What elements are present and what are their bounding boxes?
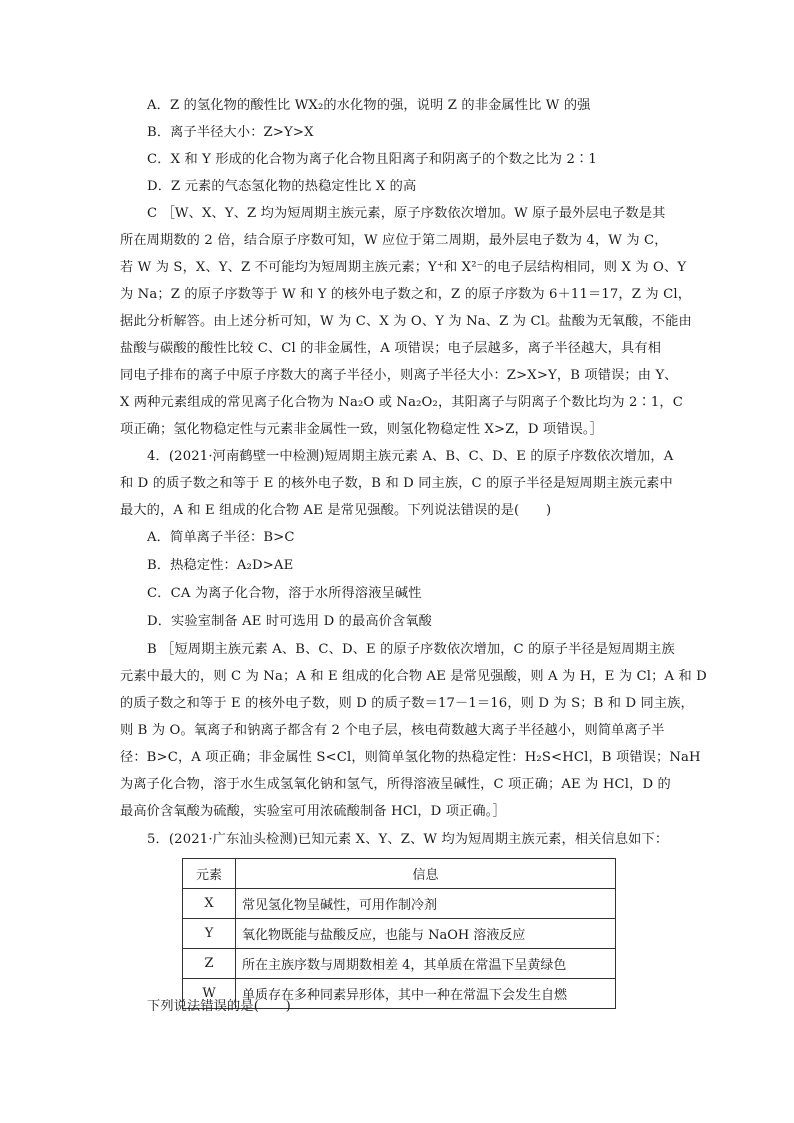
q5-stem: 5．(2021·广东汕头检测)已知元素 X、Y、Z、W 均为短周期主族元素，相关信息如下：: [147, 832, 669, 847]
q3-answer-line-6: 盐酸与碳酸的酸性比较 C、Cl 的非金属性，A 项错误；电子层越多，离子半径越大，具有相: [120, 341, 662, 356]
q4-stem-line-2: 和 D 的质子数之和等于 E 的核外电子数，B 和 D 同主族，C 的原子半径是短周期主族元素中: [120, 476, 673, 491]
table-cell-info: 常见氢化物呈碱性，可用作制冷剂: [236, 889, 616, 919]
q3-answer-line-5: 据此分析解答。由上述分析可知，W 为 C、X 为 O、Y 为 Na、Z 为 Cl。盐酸为无氧酸，不能由: [120, 314, 692, 329]
table-header-row: [183, 859, 616, 889]
q4-stem-line-1: 4．(2021·河南鹤壁一中检测)短周期主族元素 A、B、C、D、E 的原子序数依次增加，A: [147, 449, 674, 464]
q3-answer-line-7: 同电子排布的离子中原子序数大的离子半径小，则离子半径大小：Z>X>Y，B 项错误；由 Y、: [120, 368, 678, 383]
table-row: [183, 919, 616, 949]
table-cell-info: 单质存在多种同素异形体，其中一种在常温下会发生自燃: [236, 979, 616, 1009]
table-cell-element: X: [183, 889, 236, 919]
table-cell-info: 氧化物既能与盐酸反应，也能与 NaOH 溶液反应: [236, 919, 616, 949]
element-info-table: [182, 858, 616, 1009]
q3-option-c: C．X 和 Y 形成的化合物为离子化合物且阳离子和阴离子的个数之比为 2∶1: [147, 152, 597, 167]
q4-option-a: A．简单离子半径：B>C: [147, 530, 295, 545]
q3-answer-line-3: 若 W 为 S，X、Y、Z 不可能均为短周期主族元素；Y⁺和 X²⁻的电子层结构相同，则 X 为 O、Y: [120, 260, 687, 275]
q4-answer-line-4: 则 B 为 O。氧离子和钠离子都含有 2 个电子层，核电荷数越大离子半径越小，则简单离子半: [120, 723, 665, 738]
q4-answer-line-1: B ［短周期主族元素 A、B、C、D、E 的原子序数依次增加，C 的原子半径是短周期主族: [147, 642, 675, 657]
table-row: [183, 889, 616, 919]
q4-answer-line-7: 最高价含氧酸为硫酸，实验室可用浓硫酸制备 HCl，D 项正确。］: [120, 804, 506, 819]
q3-answer-line-4: 为 Na；Z 的原子序数等于 W 和 Y 的核外电子数之和，Z 的原子序数为 6＋11＝17，Z 为 Cl，: [120, 287, 692, 302]
q4-answer-line-5: 径：B>C，A 项正确；非金属性 S<Cl，则简单氢化物的热稳定性：H₂S<HCl，B 项错误；NaH: [120, 750, 701, 765]
table-cell-element: W: [183, 979, 236, 1009]
q4-answer-line-2: 元素中最大的，则 C 为 Na；A 和 E 组成的化合物 AE 是常见强酸，则 A 为 H，E 为 Cl；A 和 D: [120, 669, 707, 684]
q4-answer-line-6: 为离子化合物，溶于水生成氢氧化钠和氢气，所得溶液呈碱性，C 项正确；AE 为 HCl，D 的: [120, 777, 671, 792]
q3-option-d: D．Z 元素的气态氢化物的热稳定性比 X 的高: [147, 179, 417, 194]
q3-answer-line-1: C ［W、X、Y、Z 均为短周期主族元素，原子序数依次增加。W 原子最外层电子数是其: [147, 206, 666, 221]
q4-answer-line-3: 的质子数之和等于 E 的核外电子数，则 D 的质子数＝17－1＝16，则 D 为 S；B 和 D 同主族，: [120, 696, 694, 711]
table-row: [183, 949, 616, 979]
q3-answer-line-8: X 两种元素组成的常见离子化合物为 Na₂O 或 Na₂O₂，其阳离子与阴离子个数比均为 2∶1，C: [120, 395, 684, 410]
q4-option-d: D．实验室制备 AE 时可选用 D 的最高价含氧酸: [147, 614, 433, 629]
table-header-element: 元素: [183, 859, 236, 889]
q4-option-b: B．热稳定性：A₂D>AE: [147, 558, 294, 573]
q3-option-a: A．Z 的氢化物的酸性比 WX₂的水化物的强，说明 Z 的非金属性比 W 的强: [147, 98, 591, 113]
q5-question: 下列说法错误的是( ): [147, 999, 291, 1014]
q4-option-c: C．CA 为离子化合物，溶于水所得溶液呈碱性: [147, 586, 422, 601]
q3-answer-line-2: 所在周期数的 2 倍，结合原子序数可知，W 应位于第二周期，最外层电子数为 4，W 为 C，: [120, 233, 668, 248]
q3-answer-line-9: 项正确；氢化物稳定性与元素非金属性一致，则氢化物稳定性 X>Z，D 项错误。］: [120, 422, 603, 437]
table-header-info: 信息: [236, 859, 616, 889]
table-cell-info: 所在主族序数与周期数相差 4，其单质在常温下呈黄绿色: [236, 949, 616, 979]
table-cell-element: Z: [183, 949, 236, 979]
q4-stem-line-3: 最大的，A 和 E 组成的化合物 AE 是常见强酸。下列说法错误的是( ): [120, 503, 552, 518]
table-cell-element: Y: [183, 919, 236, 949]
q3-option-b: B．离子半径大小：Z>Y>X: [147, 125, 314, 140]
